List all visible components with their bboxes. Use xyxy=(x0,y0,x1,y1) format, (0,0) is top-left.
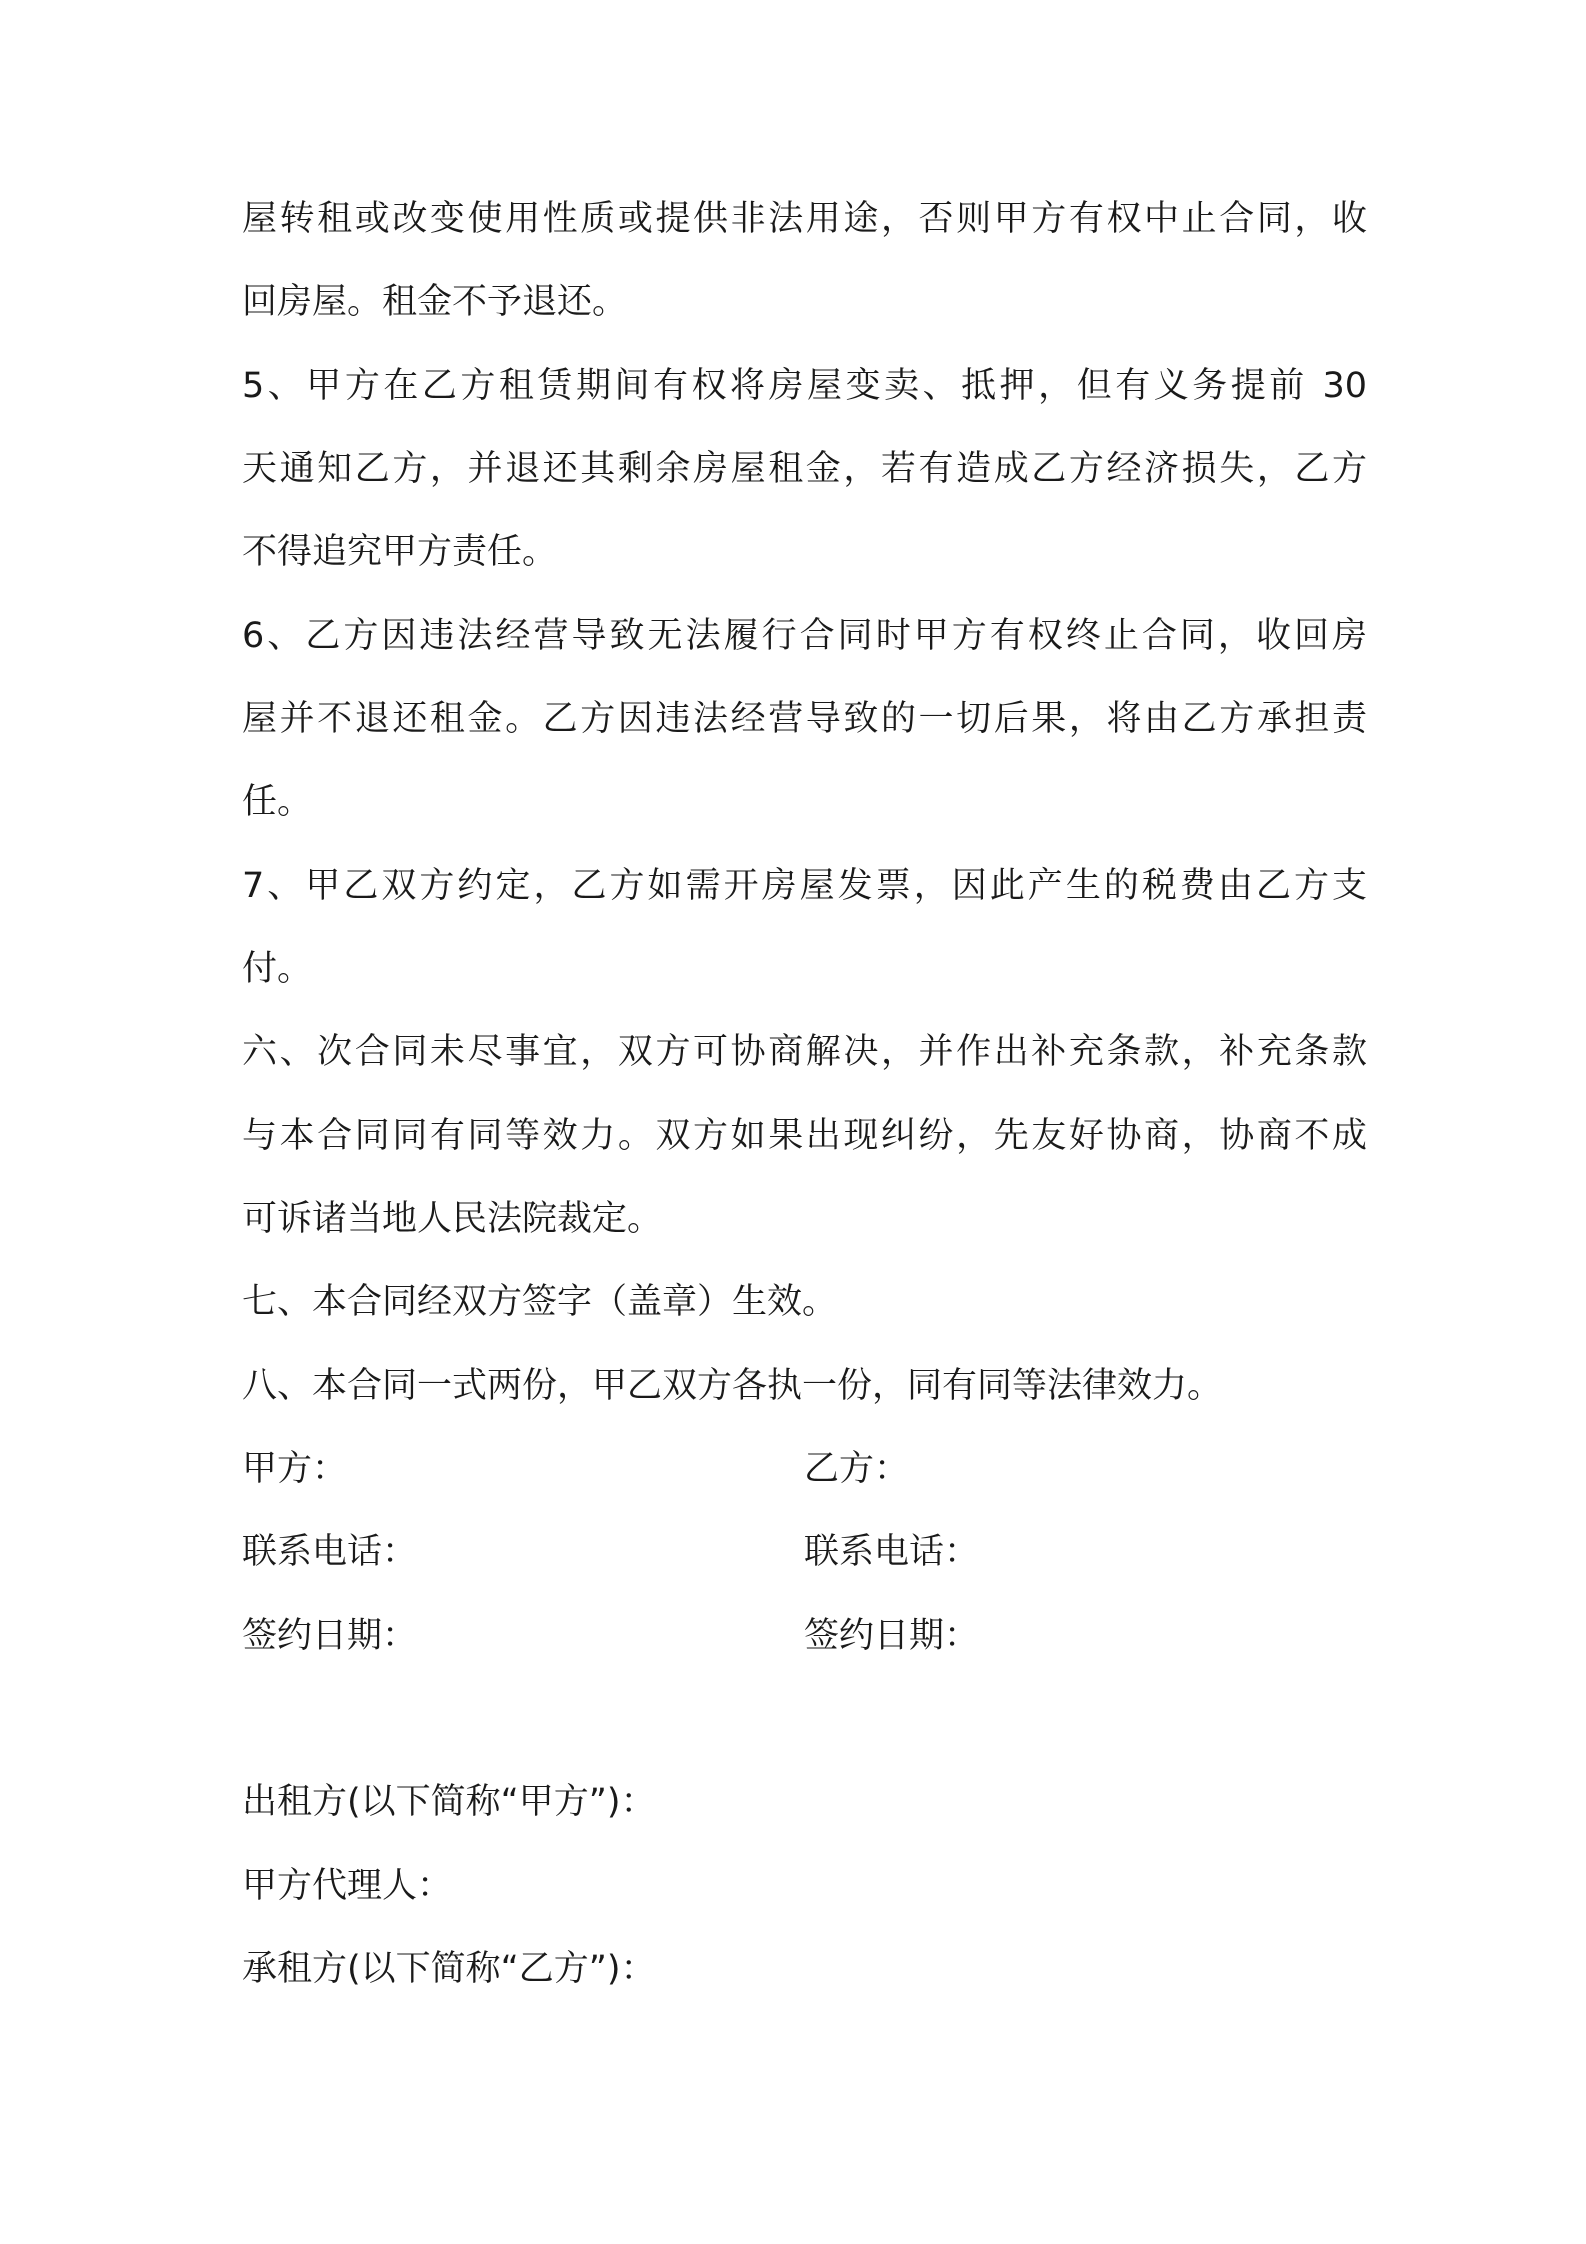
clause-7-line: 7、甲乙双方约定，乙方如需开房屋发票，因此产生的税费由乙方支 xyxy=(242,866,1367,906)
lessor-agent-label: 甲方代理人： xyxy=(242,1866,453,1906)
clause-5-line: 天通知乙方，并退还其剩余房屋租金，若有造成乙方经济损失，乙方 xyxy=(242,449,1367,489)
clause-5-line: 不得追究甲方责任。 xyxy=(242,532,558,572)
article-6-line: 与本合同同有同等效力。双方如果出现纠纷，先友好协商，协商不成 xyxy=(242,1116,1367,1156)
clause-5-line: 5、甲方在乙方租赁期间有权将房屋变卖、抵押，但有义务提前 30 xyxy=(242,366,1367,406)
party-b-label: 乙方： xyxy=(804,1449,910,1489)
party-a-label: 甲方： xyxy=(242,1449,348,1489)
body-line: 屋转租或改变使用性质或提供非法用途，否则甲方有权中止合同，收 xyxy=(242,199,1367,239)
party-a-date-label: 签约日期： xyxy=(242,1616,418,1656)
body-line: 回房屋。租金不予退还。 xyxy=(242,282,628,322)
party-a-phone-label: 联系电话： xyxy=(242,1532,418,1572)
article-7-line: 七、本合同经双方签字（盖章）生效。 xyxy=(242,1282,838,1322)
clause-7-line: 付。 xyxy=(242,949,313,989)
lessee-label: 承租方(以下简称“乙方”)： xyxy=(242,1949,656,1989)
clause-6-line: 屋并不退还租金。乙方因违法经营导致的一切后果，将由乙方承担责 xyxy=(242,699,1367,739)
lessor-label: 出租方(以下简称“甲方”)： xyxy=(242,1782,656,1822)
article-8-line: 八、本合同一式两份，甲乙双方各执一份，同有同等法律效力。 xyxy=(242,1366,1223,1406)
article-6-line: 六、次合同未尽事宜，双方可协商解决，并作出补充条款，补充条款 xyxy=(242,1032,1367,1072)
clause-6-line: 6、乙方因违法经营导致无法履行合同时甲方有权终止合同，收回房 xyxy=(242,616,1367,656)
party-b-date-label: 签约日期： xyxy=(804,1616,980,1656)
clause-6-line: 任。 xyxy=(242,782,313,822)
party-b-phone-label: 联系电话： xyxy=(804,1532,980,1572)
article-6-line: 可诉诸当地人民法院裁定。 xyxy=(242,1199,663,1239)
